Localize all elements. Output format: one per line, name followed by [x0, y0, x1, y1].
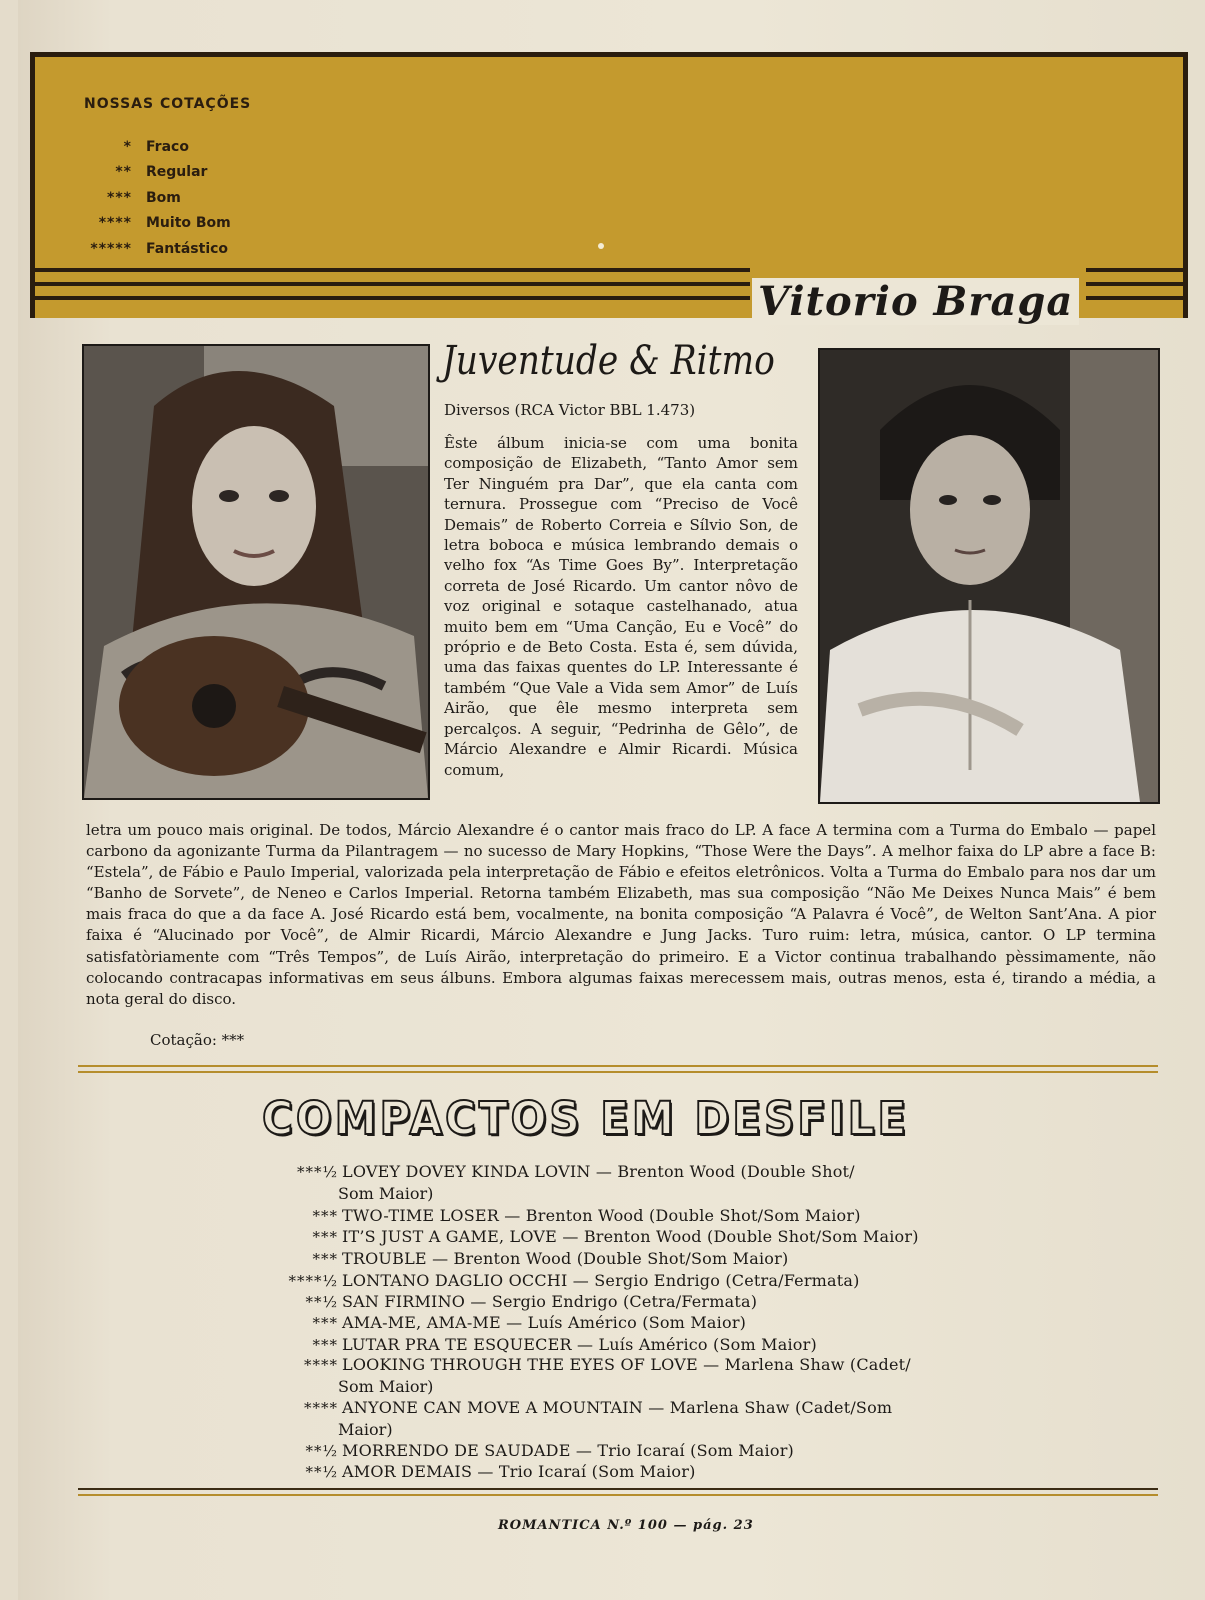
article-rating: Cotação: *** [150, 1031, 245, 1049]
item-text: IT’S JUST A GAME, LOVE — Brenton Wood (Double Shot/Som Maior) [342, 1227, 919, 1246]
item-rating: *** [312, 1336, 338, 1354]
item-text: LUTAR PRA TE ESQUECER — Luís Américo (Som Maior) [342, 1335, 817, 1354]
rating-label: Muito Bom [146, 215, 231, 231]
rating-label: Fantástico [146, 241, 229, 257]
item-text: ANYONE CAN MOVE A MOUNTAIN — Marlena Shaw (Cadet/Som [342, 1398, 893, 1417]
item-rating: ****½ [288, 1272, 338, 1290]
rating-row [60, 190, 181, 214]
article-body-continued: letra um pouco mais original. De todos, Márcio Alexandre é o cantor mais fraco do LP. A face A termina com a Turma do Embalo — papel carbono da agonizante Turma da Pilantragem — no sucesso de Mary Hopkins, “Those Were the Days”. A melhor faixa do LP abre a face B: “Estela”, de Fábio e Paulo Imperial, valorizada pela interpretação de Fábio e efeitos eletrônicos. Volta a Turma do Embalo para nos dar um “Banho de Sorvete”, de Neneo e Carlos Imperial. Retorna também Elizabeth, mas sua composição “Não Me Deixes Nunca Mais” é bem mais fraca do que a da face A. José Ricardo está bem, vocalmente, na bonita composição “A Palavra é Você”, de Welton Sant’Ana. A pior faixa é “Alucinado por Você”, de Almir Ricardi, Márcio Alexandre e Jung Jacks. Turo ruim: letra, música, cantor. O LP termina satisfatòriamente com “Três Tempos”, de Luís Airão, interpretação do primeiro. E a Victor continua trabalhando pèssimamente, não colocando contracapas informativas em seus álbuns. Embora algumas faixas merecessem mais, outras menos, esta é, tirando a média, a nota geral do disco. [86, 821, 1156, 1008]
item-rating: **** [304, 1356, 338, 1374]
rating-stars: ***** [90, 241, 132, 257]
list-item [250, 1334, 990, 1356]
list-item [250, 1440, 990, 1462]
item-text: SAN FIRMINO — Sergio Endrigo (Cetra/Fermata) [342, 1292, 758, 1311]
list-item [250, 1226, 990, 1248]
photo-illustration [820, 350, 1158, 802]
item-text: LONTANO DAGLIO OCCHI — Sergio Endrigo (Cetra/Fermata) [342, 1271, 860, 1290]
frame-line [1086, 296, 1188, 300]
rating-row [60, 139, 189, 163]
page-footer: ROMANTICA N.º 100 — pág. 23 [498, 1518, 754, 1533]
rating-label: Regular [146, 164, 208, 180]
list-item [250, 1354, 990, 1397]
list-item [250, 1248, 990, 1270]
album-info: Diversos (RCA Victor BBL 1.473) [444, 401, 696, 419]
item-rating: *** [312, 1250, 338, 1268]
frame-line [30, 268, 750, 272]
rating-label: Fraco [146, 139, 189, 155]
list-item [250, 1397, 990, 1440]
item-text: AMOR DEMAIS — Trio Icaraí (Som Maior) [342, 1462, 696, 1481]
rating-stars: ** [115, 164, 132, 180]
list-item [250, 1312, 990, 1334]
item-text-cont: Som Maior) [338, 1184, 434, 1203]
item-rating: **** [304, 1399, 338, 1417]
frame-line [30, 296, 750, 300]
item-text: AMA-ME, AMA-ME — Luís Américo (Som Maior) [342, 1313, 747, 1332]
list-item [250, 1161, 990, 1204]
divider [78, 1494, 1158, 1496]
item-text: LOOKING THROUGH THE EYES OF LOVE — Marlena Shaw (Cadet/ [342, 1355, 911, 1374]
divider [78, 1488, 1158, 1490]
rating-row [60, 215, 231, 239]
frame-line [1086, 282, 1188, 286]
list-item [250, 1270, 990, 1292]
decorative-dot [598, 243, 604, 249]
item-rating: *** [312, 1207, 338, 1225]
item-rating: **½ [305, 1442, 338, 1460]
item-rating: **½ [305, 1463, 338, 1481]
item-rating: ***½ [296, 1163, 338, 1181]
frame-line [1183, 300, 1188, 318]
list-item [250, 1461, 990, 1483]
rating-stars: *** [107, 190, 132, 206]
list-item [250, 1205, 990, 1227]
item-text: LOVEY DOVEY KINDA LOVIN — Brenton Wood (Double Shot/ [342, 1162, 855, 1181]
compactos-title: COMPACTOS EM DESFILE [262, 1092, 910, 1145]
divider [78, 1071, 1158, 1073]
photo-woman-guitar [82, 344, 430, 800]
rating-row [60, 241, 228, 265]
rating-stars: **** [98, 215, 132, 231]
list-item [250, 1291, 990, 1313]
item-text-cont: Maior) [338, 1420, 393, 1439]
item-text-cont: Som Maior) [338, 1377, 434, 1396]
item-rating: **½ [305, 1293, 338, 1311]
item-text: MORRENDO DE SAUDADE — Trio Icaraí (Som Maior) [342, 1441, 794, 1460]
photo-illustration [84, 346, 428, 798]
article-body-column: Êste álbum inicia-se com uma bonita composição de Elizabeth, “Tanto Amor sem Ter Ninguém pra Dar”, que ela canta com ternura. Prossegue com “Preciso de Você Demais” de Roberto Correia e Sílvio Son, de letra boboca e música lembrando demais o velho fox “As Time Goes By”. Interpretação correta de José Ricardo. Um cantor nôvo de voz original e sotaque castelhanado, atua muito bem em “Uma Canção, Eu e Você” do próprio e de Beto Costa. Esta é, sem dúvida, uma das faixas quentes do LP. Interessante é também “Que Vale a Vida sem Amor” de Luís Airão, que êle mesmo interpreta sem percalços. A seguir, “Pedrinha de Gêlo”, de Márcio Alexandre e Almir Ricardi. Música comum, [444, 434, 798, 779]
item-rating: *** [312, 1228, 338, 1246]
frame-line [30, 282, 750, 286]
rating-stars: * [123, 139, 132, 155]
article-title: Juventude & Ritmo [442, 338, 775, 384]
rating-label: Bom [146, 190, 181, 206]
frame-line [30, 300, 35, 318]
item-rating: *** [312, 1314, 338, 1332]
ratings-title: NOSSAS COTAÇÕES [84, 96, 252, 112]
photo-young-man [818, 348, 1160, 804]
rating-row [60, 164, 207, 188]
frame-line [1086, 268, 1188, 272]
item-text: TWO-TIME LOSER — Brenton Wood (Double Shot/Som Maior) [342, 1206, 861, 1225]
item-text: TROUBLE — Brenton Wood (Double Shot/Som Maior) [342, 1249, 789, 1268]
divider [78, 1065, 1158, 1067]
author-signature: Vitorio Braga [752, 278, 1079, 325]
